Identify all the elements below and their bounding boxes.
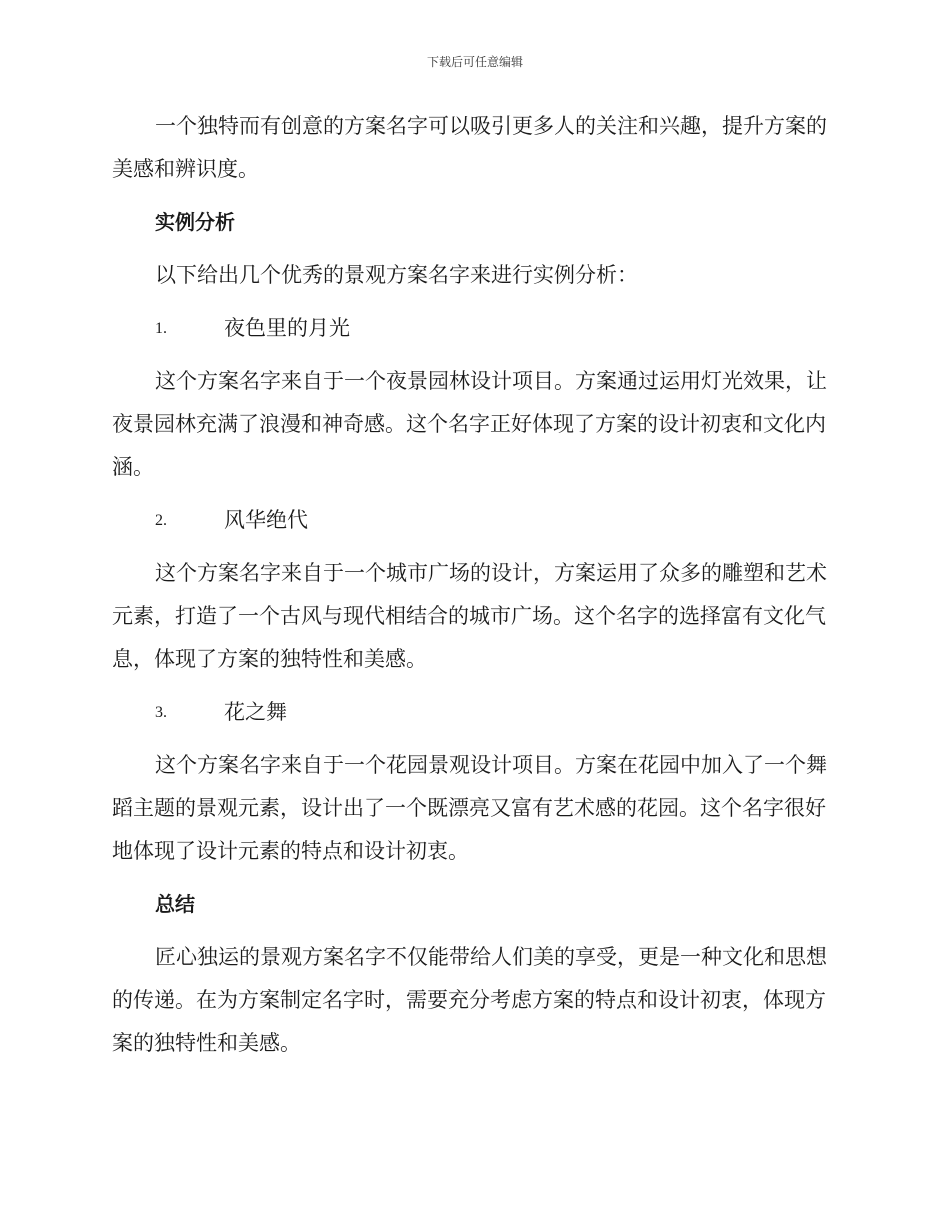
list-item-label: 花之舞 xyxy=(224,700,287,724)
intro-paragraph: 一个独特而有创意的方案名字可以吸引更多人的关注和兴趣，提升方案的美感和辨识度。 xyxy=(112,114,827,181)
list-item-description: 这个方案名字来自于一个夜景园林设计项目。方案通过运用灯光效果，让夜景园林充满了浪漫和神奇感。这个名字正好体现了方案的设计初衷和文化内涵。 xyxy=(112,369,827,479)
page-header: 下载后可任意编辑 xyxy=(426,55,523,69)
list-item-title xyxy=(112,691,832,734)
section-heading-analysis: 实例分析 xyxy=(155,210,235,234)
summary-paragraph: 匠心独运的景观方案名字不仅能带给人们美的享受，更是一种文化和思想的传递。在为方案制定名字时，需要充分考虑方案的特点和设计初衷，体现方案的独特性和美感。 xyxy=(112,945,827,1055)
list-item-label: 风华绝代 xyxy=(224,508,308,532)
list-item-description: 这个方案名字来自于一个花园景观设计项目。方案在花园中加入了一个舞蹈主题的景观元素，设计出了一个既漂亮又富有艺术感的花园。这个名字很好地体现了设计元素的特点和设计初衷。 xyxy=(112,753,827,863)
list-item-number: 1. xyxy=(155,320,167,337)
list-item-title xyxy=(112,499,832,542)
analysis-lead: 以下给出几个优秀的景观方案名字来进行实例分析： xyxy=(155,263,638,287)
list-item-label: 夜色里的月光 xyxy=(224,316,350,340)
list-item-number: 3. xyxy=(155,704,167,721)
list-item-description: 这个方案名字来自于一个城市广场的设计，方案运用了众多的雕塑和艺术元素，打造了一个古风与现代相结合的城市广场。这个名字的选择富有文化气息，体现了方案的独特性和美感。 xyxy=(112,561,827,671)
document-body xyxy=(112,105,832,1065)
list-item-title xyxy=(112,307,832,350)
section-heading-summary: 总结 xyxy=(155,892,195,916)
list-item-number: 2. xyxy=(155,512,167,529)
